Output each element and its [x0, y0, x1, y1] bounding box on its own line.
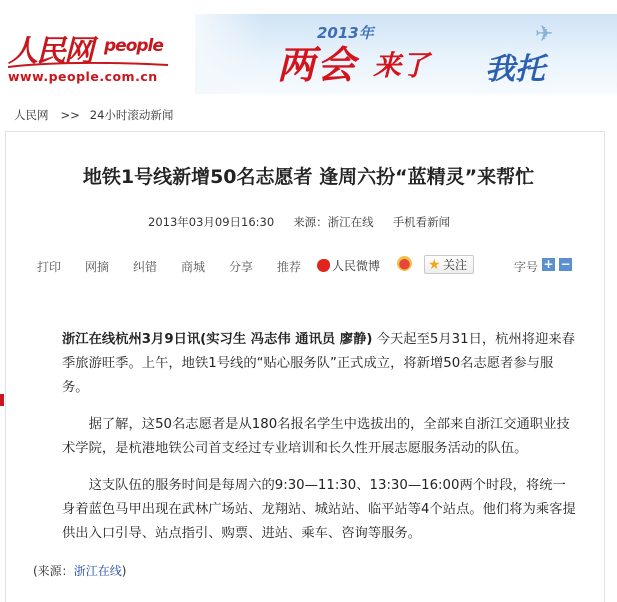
breadcrumb-separator: >> [60, 108, 80, 122]
weibo-label: 人民微博 [332, 259, 381, 273]
article-meta [148, 214, 469, 230]
logo-chinese: 人民网 [8, 34, 92, 69]
banner-title-1: 两会 [277, 43, 358, 87]
wangzhai-button[interactable]: 网摘 [85, 260, 110, 274]
follow-label: 关注 [443, 258, 468, 272]
font-decrease-button[interactable]: − [560, 257, 571, 271]
breadcrumb-home[interactable]: 人民网 [14, 108, 49, 122]
source-link[interactable]: 浙江在线 [73, 564, 122, 578]
logo-swoosh-icon [8, 62, 168, 68]
correct-button[interactable]: 纠错 [133, 260, 158, 274]
article-body [62, 328, 576, 559]
left-edge-marker [0, 394, 4, 406]
banner-year: 2013年 [317, 24, 374, 42]
tencent-weibo-icon[interactable] [397, 256, 412, 271]
print-button[interactable]: 打印 [37, 260, 62, 274]
mall-button[interactable]: 商城 [181, 260, 206, 274]
paragraph-2-text: 据了解，这50名志愿者是从180名报名学生中选拔出的，全部来自浙江交通职业技术学院，是杭港地铁公司首支经过专业培训和长久性开展志愿服务活动的队伍。 [62, 417, 570, 456]
source-suffix: ) [121, 564, 127, 578]
banner-fade [195, 14, 265, 94]
dateline: 浙江在线杭州3月9日讯(实习生 冯志伟 通讯员 廖静) [62, 332, 373, 347]
paragraph-1-text: 今天起至5月31日，杭州将迎来春季旅游旺季。上午，地铁1号线的“贴心服务队”正式成立，将新增50名志愿者参与服务。 [62, 332, 575, 395]
paragraph-2 [62, 413, 576, 461]
two-sessions-banner[interactable] [195, 14, 617, 94]
paragraph-1 [62, 328, 576, 400]
logo-url: www.people.com.cn [8, 69, 158, 84]
follow-button[interactable] [424, 255, 474, 274]
article-date: 2013年03月09日16:30 [148, 215, 275, 229]
breadcrumb [14, 107, 173, 123]
paragraph-3-text: 这支队伍的服务时间是每周六的9:30—11:30、13:30—16:00两个时段，将统一身着蓝色马甲出现在武林广场站、龙翔站、城站站、临平站等4个站点。他们将为乘客提供出入口引导、站点指引、购票、进站、乘车、咨询等服务。 [62, 478, 576, 541]
paper-plane-icon: ✈ [535, 22, 554, 47]
site-logo[interactable] [6, 22, 174, 86]
logo-english: people [104, 36, 163, 56]
recommend-button[interactable]: 推荐 [277, 260, 302, 274]
source-prefix: (来源： [33, 564, 74, 578]
article-source: 来源：浙江在线 [293, 215, 374, 229]
banner-title-2: 来了 [373, 49, 430, 82]
font-size-label: 字号 [514, 260, 539, 274]
paragraph-3 [62, 474, 576, 546]
banner-title-3: 我托 [485, 52, 545, 87]
weibo-icon [317, 259, 330, 272]
mobile-news-link[interactable]: 手机看新闻 [392, 215, 451, 229]
article-title: 地铁1号线新增50名志愿者 逢周六扮“蓝精灵”来帮忙 [82, 166, 535, 188]
star-icon: ★ [428, 257, 441, 273]
share-button[interactable]: 分享 [229, 260, 254, 274]
article-source-footer [33, 562, 126, 579]
font-increase-button[interactable]: + [543, 257, 554, 271]
people-weibo-button[interactable] [317, 257, 380, 274]
breadcrumb-section[interactable]: 24小时滚动新闻 [89, 108, 174, 122]
